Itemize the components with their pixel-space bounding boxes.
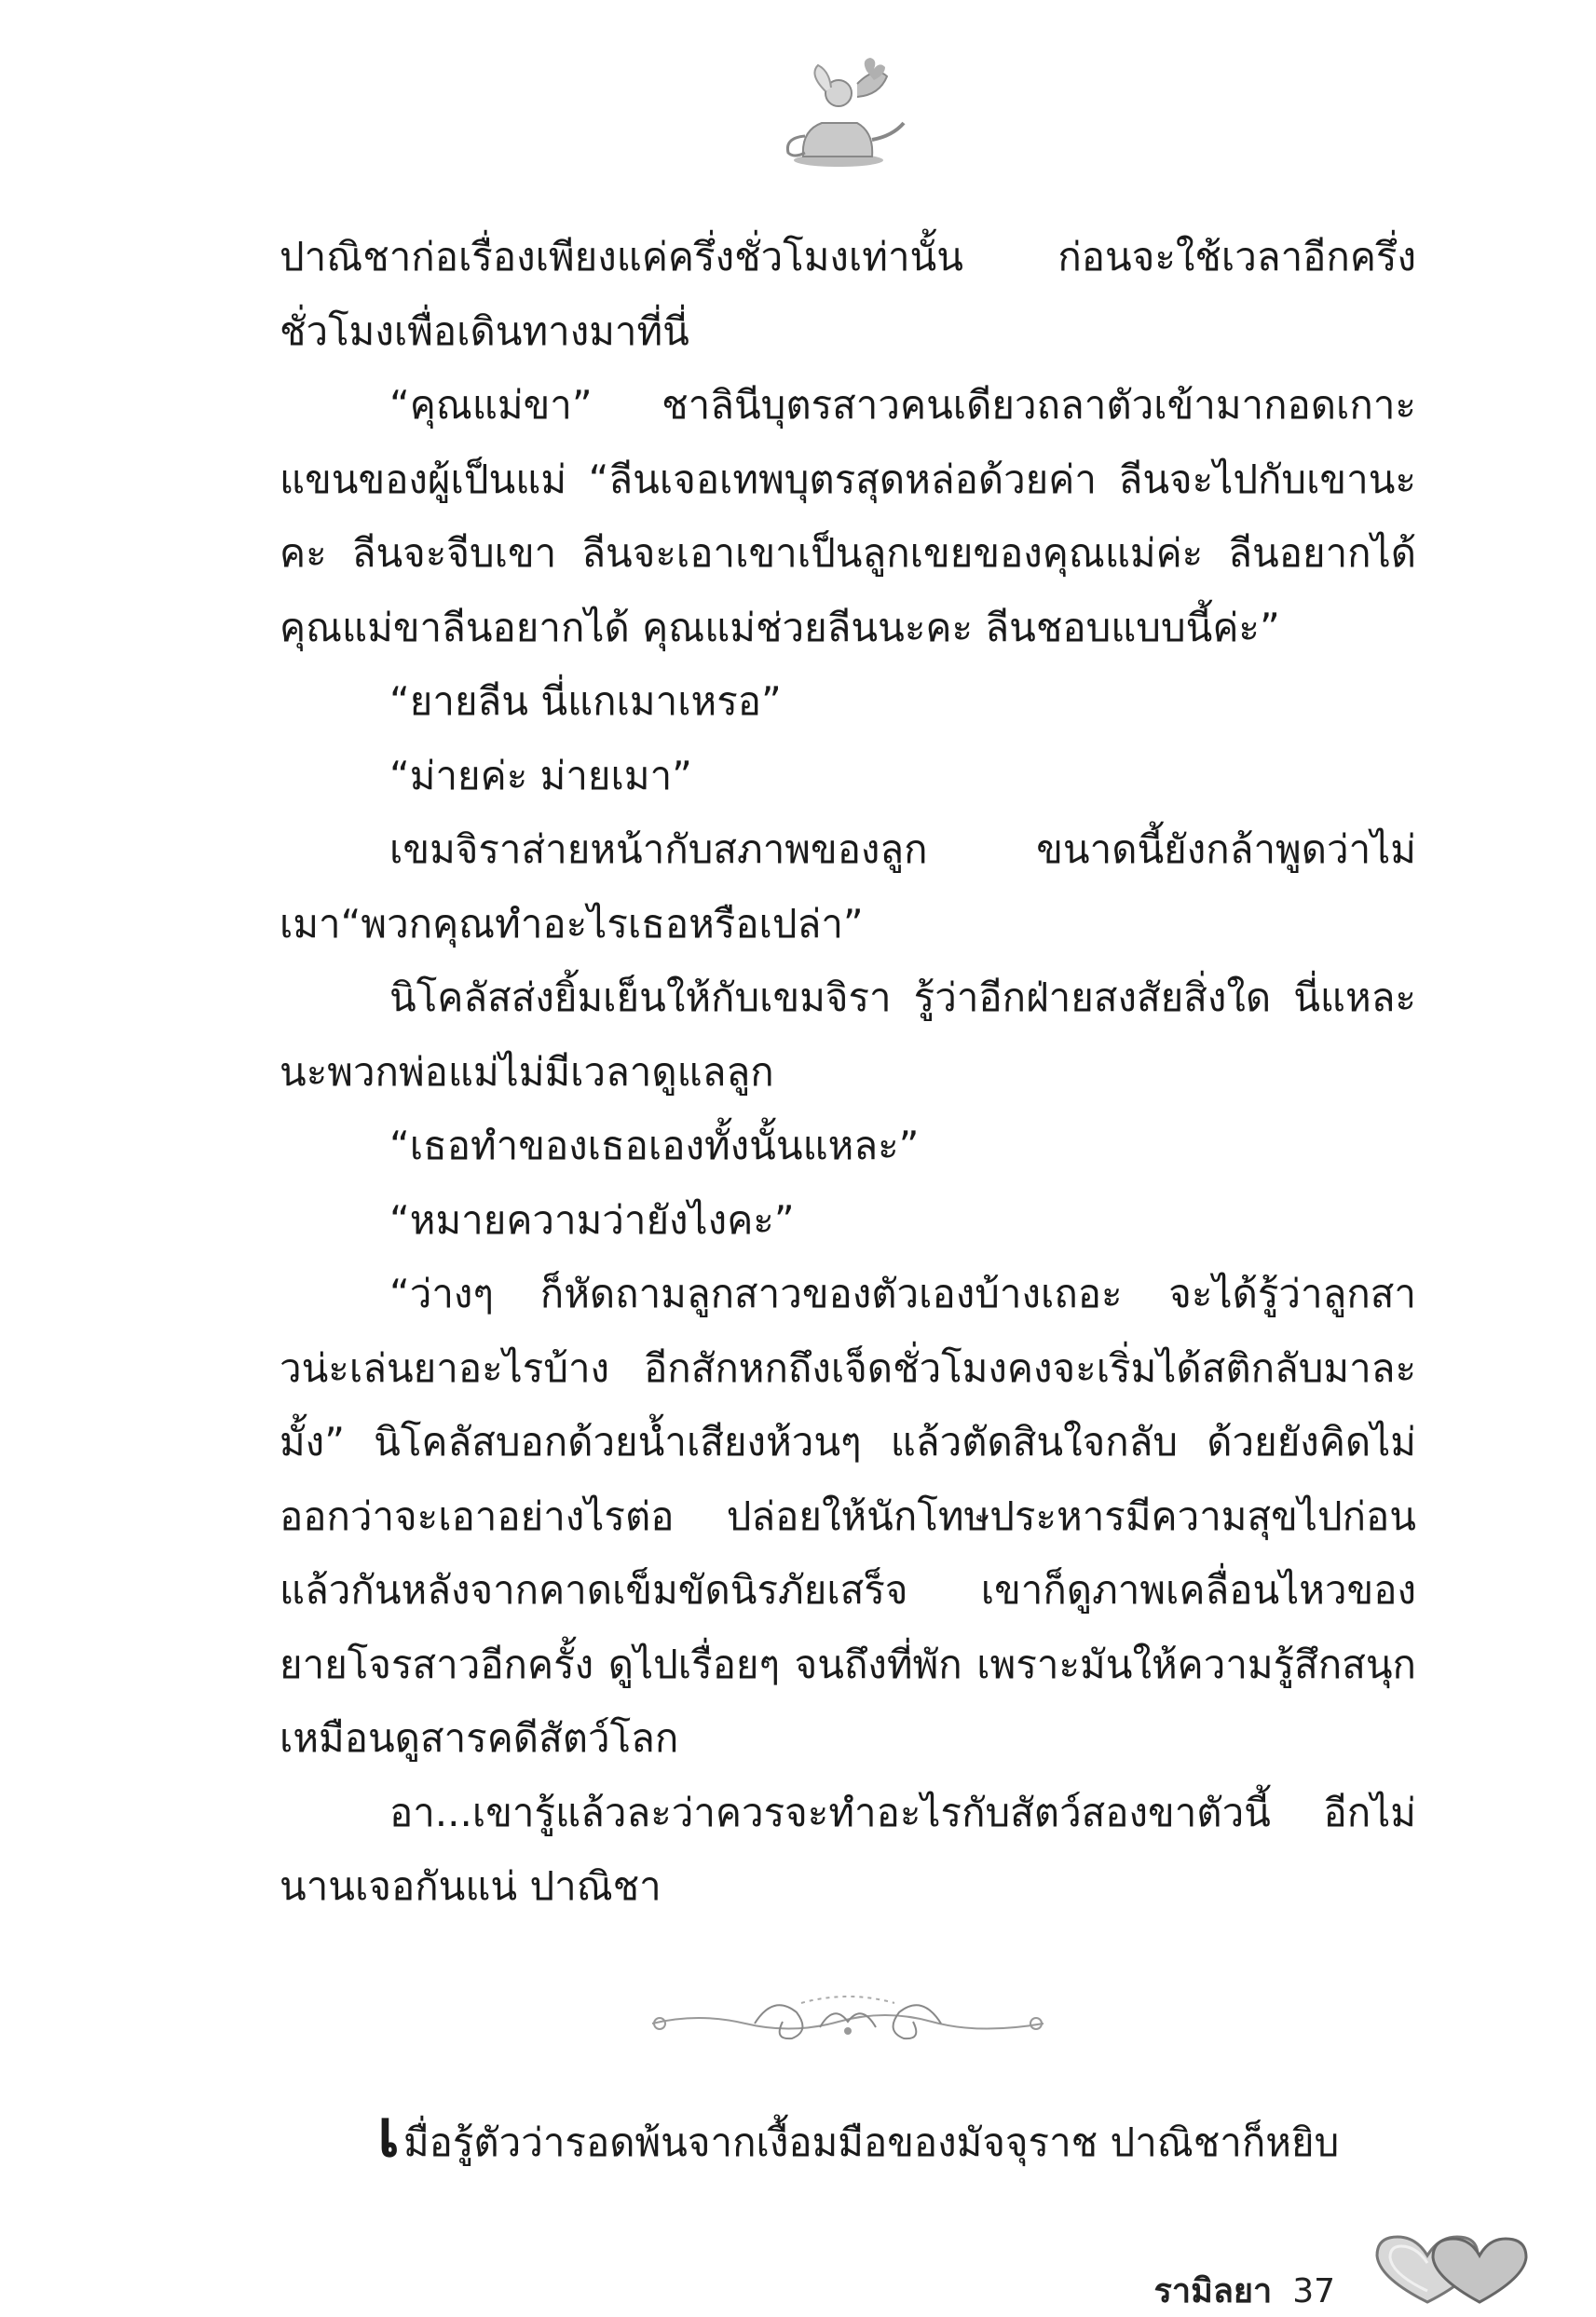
page-footer — [1154, 2264, 1335, 2317]
double-heart-icon — [1370, 2231, 1533, 2306]
body-text — [280, 220, 1416, 1924]
next-section-line — [377, 2094, 1416, 2180]
paragraph-5: เขมจิราส่ายหน้ากับสภาพของลูก ขนาดนี้ยังกล้าพูดว่าไม่เมา“พวกคุณทำอะไรเธอหรือเปล่า” — [280, 826, 1416, 947]
paragraph-8: “หมายความว่ายังไงคะ” — [389, 1196, 795, 1243]
paragraph-9: “ว่างๆ ก็หัดถามลูกสาวของตัวเองบ้างเถอะ จะได้รู้ว่าลูกสาวน่ะเล่นยาอะไรบ้าง อีกสักหกถึงเจ็ดชั่วโมงคงจะเริ่มได้สติกลับมาละมั้ง” นิโคลัสบอกด้วยน้ำเสียงห้วนๆ แล้วตัดสินใจกลับ ด้วยยังคิดไม่ออกว่าจะเอาอย่างไรต่อ ปล่อยให้นักโทษประหารมีความสุขไปก่อนแล้วกันหลังจากคาดเข็มขัดนิรภัยเสร็จ เขาก็ดูภาพเคลื่อนไหวของยายโจรสาวอีกครั้ง ดูไปเรื่อยๆ จนถึงที่พัก เพราะมันให้ความรู้สึกสนุกเหมือนดูสารคดีสัตว์โลก — [280, 1271, 1416, 1761]
drop-cap: เ — [377, 2094, 400, 2172]
paragraph-6: นิโคลัสส่งยิ้มเย็นให้กับเขมจิรา รู้ว่าอีกฝ่ายสงสัยสิ่งใด นี่แหละนะพวกพ่อแม่ไม่มีเวลาดูแลลูก — [280, 975, 1416, 1095]
paragraph-4: “ม่ายค่ะ ม่ายเมา” — [389, 752, 692, 798]
paragraph-3: “ยายลีน นี่แกเมาเหรอ” — [389, 678, 782, 724]
teapot-cupid-ornament-icon — [764, 56, 913, 177]
page-number: 37 — [1292, 2272, 1335, 2310]
paragraph-1: ปาณิชาก่อเรื่องเพียงแค่ครึ่งชั่วโมงเท่านั้น ก่อนจะใช้เวลาอีกครึ่งชั่วโมงเพื่อเดินทางมาที่นี่ — [280, 234, 1416, 354]
paragraph-2: “คุณแม่ขา” ชาลินีบุตรสาวคนเดียวถลาตัวเข้ามากอดเกาะแขนของผู้เป็นแม่ “ลีนเจอเทพบุตรสุดหล่อด้วยค่า ลีนจะไปกับเขานะคะ ลีนจะจีบเขา ลีนจะเอาเขาเป็นลูกเขยของคุณแม่ค่ะ ลีนอยากได้ คุณแม่ขาลีนอยากได้ คุณแม่ช่วยลีนนะคะ ลีนชอบแบบนี้ค่ะ” — [280, 382, 1416, 650]
next-section-text: มื่อรู้ตัวว่ารอดพ้นจากเงื้อมมือของมัจจุราช ปาณิชาก็หยิบ — [402, 2119, 1340, 2165]
book-title: รามิลยา — [1153, 2272, 1273, 2310]
paragraph-10: อา...เขารู้แล้วละว่าควรจะทำอะไรกับสัตว์สองขาตัวนี้ อีกไม่นานเจอกันแน่ ปาณิชา — [280, 1789, 1416, 1909]
scroll-divider-icon — [643, 1984, 1053, 2059]
paragraph-7: “เธอทำของเธอเองทั้งนั้นแหละ” — [389, 1123, 920, 1168]
